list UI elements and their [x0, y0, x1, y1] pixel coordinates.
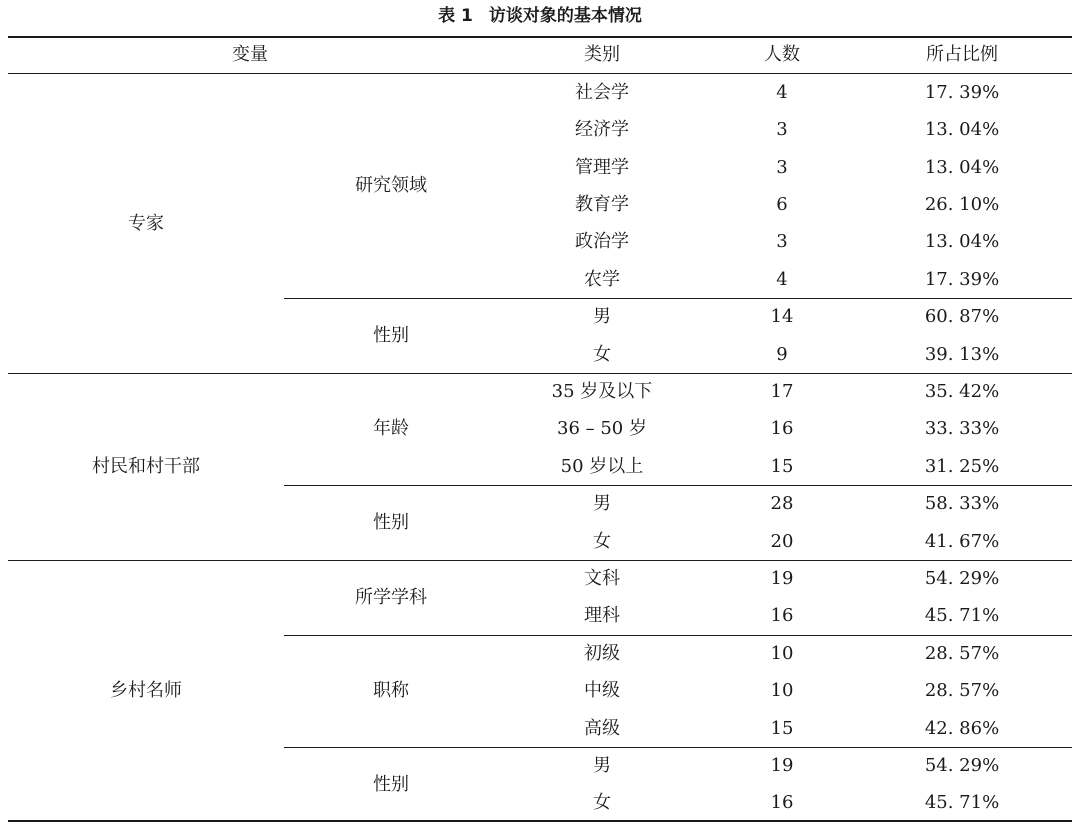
table-caption [0, 3, 1080, 29]
top-rule [8, 36, 1072, 38]
row-category: 高级 [584, 717, 620, 739]
row-category: 教育学 [575, 193, 629, 215]
row-category: 女 [593, 530, 611, 552]
subgroup-label: 年龄 [373, 418, 409, 440]
row-percent: 26. 10% [924, 193, 1000, 215]
group-label: 村民和村干部 [92, 455, 200, 477]
row-category: 文科 [584, 567, 620, 589]
row-percent: 13. 04% [924, 119, 1000, 141]
subgroup-label: 性别 [373, 511, 409, 533]
subgroup-label: 研究领域 [355, 175, 427, 197]
row-count: 15 [770, 717, 794, 739]
row-category: 农学 [584, 268, 620, 290]
table-title: 访谈对象的基本情况 [488, 6, 642, 26]
header-variable: 变量 [232, 44, 268, 65]
group-label: 专家 [128, 212, 164, 234]
row-category: 中级 [584, 680, 620, 702]
row-count: 16 [770, 792, 794, 814]
subgroup-divider [284, 747, 1072, 748]
row-count: 16 [770, 418, 794, 440]
row-category: 女 [593, 792, 611, 814]
row-count: 4 [776, 81, 788, 103]
row-count: 3 [776, 156, 788, 178]
row-count: 14 [770, 306, 794, 328]
subgroup-label: 所学学科 [355, 586, 427, 608]
row-percent: 42. 86% [924, 717, 1000, 739]
row-category: 政治学 [575, 231, 629, 253]
row-count: 19 [770, 567, 794, 589]
row-category: 男 [593, 306, 611, 328]
row-percent: 28. 57% [924, 642, 1000, 664]
row-count: 3 [776, 231, 788, 253]
bottom-rule [8, 820, 1072, 822]
header-category: 类别 [584, 44, 620, 65]
row-count: 9 [776, 343, 788, 365]
row-count: 17 [770, 380, 794, 402]
row-category: 50 岁以上 [560, 455, 644, 477]
row-percent: 39. 13% [924, 343, 1000, 365]
header-count: 人数 [764, 44, 800, 65]
row-category: 女 [593, 343, 611, 365]
header-percent: 所占比例 [926, 44, 998, 65]
row-percent: 54. 29% [924, 567, 1000, 589]
row-percent: 13. 04% [924, 156, 1000, 178]
row-percent: 45. 71% [924, 792, 1000, 814]
row-count: 4 [776, 268, 788, 290]
subgroup-label: 职称 [373, 680, 409, 702]
group-divider [8, 560, 1072, 561]
row-percent: 35. 42% [924, 380, 1000, 402]
row-count: 3 [776, 119, 788, 141]
row-count: 10 [770, 642, 794, 664]
group-label: 乡村名师 [110, 680, 182, 702]
row-count: 20 [770, 530, 794, 552]
subgroup-divider [284, 485, 1072, 486]
subgroup-divider [284, 298, 1072, 299]
row-percent: 33. 33% [924, 418, 1000, 440]
row-category: 管理学 [575, 156, 629, 178]
row-percent: 17. 39% [924, 268, 1000, 290]
row-count: 28 [770, 493, 794, 515]
row-percent: 28. 57% [924, 680, 1000, 702]
row-count: 19 [770, 754, 794, 776]
row-percent: 41. 67% [924, 530, 1000, 552]
row-category: 初级 [584, 642, 620, 664]
subgroup-label: 性别 [373, 324, 409, 346]
row-percent: 31. 25% [924, 455, 1000, 477]
row-category: 理科 [584, 605, 620, 627]
group-divider [8, 373, 1072, 374]
row-category: 男 [593, 493, 611, 515]
subgroup-divider [284, 635, 1072, 636]
row-category: 社会学 [575, 81, 629, 103]
row-percent: 54. 29% [924, 754, 1000, 776]
row-count: 15 [770, 455, 794, 477]
row-count: 16 [770, 605, 794, 627]
table-number: 表 1 [438, 6, 473, 26]
row-percent: 58. 33% [924, 493, 1000, 515]
row-percent: 60. 87% [924, 306, 1000, 328]
row-percent: 13. 04% [924, 231, 1000, 253]
row-count: 10 [770, 680, 794, 702]
row-percent: 45. 71% [924, 605, 1000, 627]
row-category: 男 [593, 754, 611, 776]
row-category: 36 – 50 岁 [557, 418, 647, 440]
row-category: 35 岁及以下 [551, 380, 653, 402]
row-count: 6 [776, 193, 788, 215]
row-category: 经济学 [575, 119, 629, 141]
row-percent: 17. 39% [924, 81, 1000, 103]
subgroup-label: 性别 [373, 773, 409, 795]
header-rule [8, 73, 1072, 74]
